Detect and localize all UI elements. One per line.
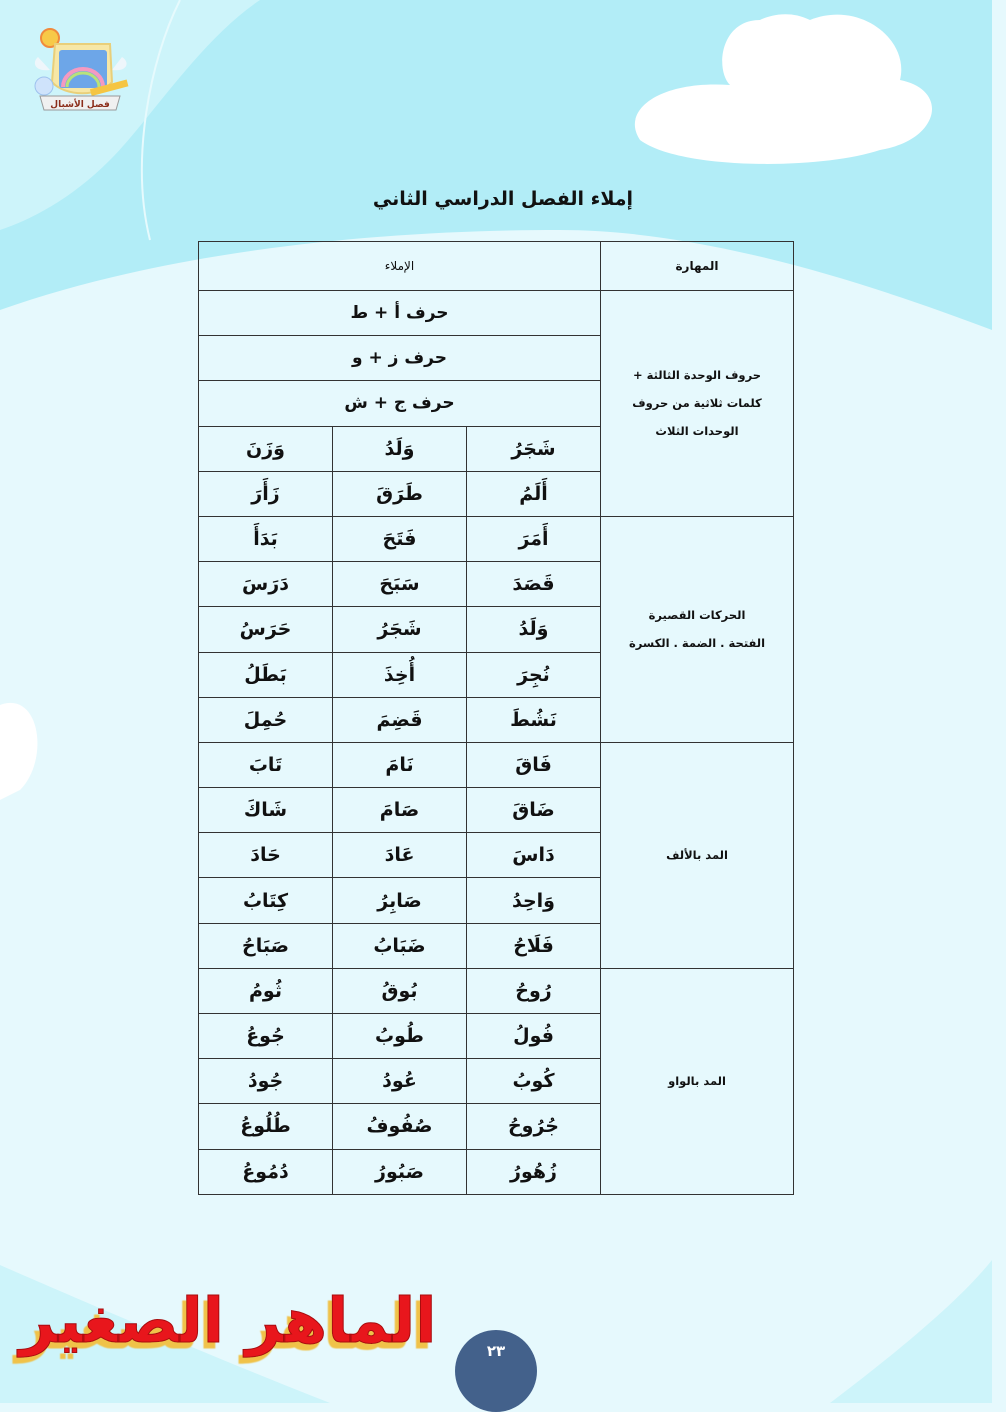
word-cell: شَجَرُ (467, 426, 601, 471)
skill-line: المد بالواو (668, 1074, 726, 1089)
skill-line: حروف الوحدة الثالثة + (632, 368, 762, 383)
header-skill: المهارة (601, 242, 794, 291)
word-cell: حَادَ (199, 833, 333, 878)
word-cell: سَبَحَ (333, 562, 467, 607)
letter-pair-cell: حرف أ + ط (199, 291, 601, 336)
word-cell: زُهُورُ (467, 1149, 601, 1194)
word-cell: فَاقَ (467, 742, 601, 787)
page-title: إملاء الفصل الدراسي الثاني (372, 188, 634, 210)
word-cell: حُمِلَ (199, 697, 333, 742)
letter-pair-cell: حرف ز + و (199, 336, 601, 381)
word-cell: شَاكَ (199, 788, 333, 833)
brand-logo (19, 1262, 437, 1382)
table-row (199, 291, 794, 336)
word-cell: صُفُوفُ (333, 1104, 467, 1149)
word-cell: جُودُ (199, 1059, 333, 1104)
word-cell: ثُومُ (199, 968, 333, 1013)
word-cell: دَاسَ (467, 833, 601, 878)
word-cell: ضَاقَ (467, 788, 601, 833)
word-cell: زَأَرَ (199, 471, 333, 516)
word-cell: نُجِرَ (467, 652, 601, 697)
skill-cell (601, 516, 794, 742)
skill-line: الحركات القصيرة (648, 608, 746, 623)
word-cell: شَجَرُ (333, 607, 467, 652)
skill-line: كلمات ثلاثية من حروف (632, 396, 762, 411)
word-cell: أَلَمُ (467, 471, 601, 516)
word-cell: حَرَسُ (199, 607, 333, 652)
word-cell: أُخِذَ (333, 652, 467, 697)
word-cell: بَدَأَ (199, 516, 333, 561)
skill-cell (601, 742, 794, 968)
word-cell: دَرَسَ (199, 562, 333, 607)
word-cell: رُوحُ (467, 968, 601, 1013)
table-row (199, 968, 794, 1013)
word-cell: طُوبُ (333, 1014, 467, 1059)
word-cell: أَمَرَ (467, 516, 601, 561)
word-cell: ضَبَابُ (333, 923, 467, 968)
word-cell: قَصَدَ (467, 562, 601, 607)
table-row (199, 742, 794, 787)
letter-pair-cell: حرف ج + ش (199, 381, 601, 426)
skill-line: الوحدات الثلاث (655, 424, 739, 439)
skill-line: المد بالألف (666, 848, 728, 863)
header-dictation: الإملاء (199, 242, 601, 291)
word-cell: بُوقُ (333, 968, 467, 1013)
word-cell: نَشُطَ (467, 697, 601, 742)
word-cell: صَبَاحُ (199, 923, 333, 968)
word-cell: صَابِرُ (333, 878, 467, 923)
page-number-badge (455, 1330, 537, 1412)
word-cell: فَتَحَ (333, 516, 467, 561)
word-cell: جُرُوحُ (467, 1104, 601, 1149)
word-cell: طُلُوعُ (199, 1104, 333, 1149)
skill-cell (601, 968, 794, 1194)
header-row (199, 242, 794, 291)
word-cell: وَلَدُ (333, 426, 467, 471)
word-cell: عَادَ (333, 833, 467, 878)
table-row (199, 516, 794, 561)
skill-line: الفتحة . الضمة . الكسرة (628, 636, 766, 651)
word-cell: صَبُورُ (333, 1149, 467, 1194)
brand-text: الماهر الصغير (19, 1284, 437, 1357)
site-logo (30, 22, 135, 117)
dictation-table (198, 241, 794, 1195)
word-cell: نَامَ (333, 742, 467, 787)
word-cell: قَضِمَ (333, 697, 467, 742)
word-cell: بَطَلُ (199, 652, 333, 697)
word-cell: طَرَقَ (333, 471, 467, 516)
word-cell: تَابَ (199, 742, 333, 787)
word-cell: وَزَنَ (199, 426, 333, 471)
word-cell: وَاحِدُ (467, 878, 601, 923)
word-cell: وَلَدُ (467, 607, 601, 652)
word-cell: كُوبُ (467, 1059, 601, 1104)
word-cell: دُمُوعُ (199, 1149, 333, 1194)
word-cell: كِتَابُ (199, 878, 333, 923)
word-cell: فُولُ (467, 1014, 601, 1059)
logo-text: فصل الأشبال (50, 100, 110, 110)
word-cell: جُوعُ (199, 1014, 333, 1059)
word-cell: عُودُ (333, 1059, 467, 1104)
word-cell: فَلَاحُ (467, 923, 601, 968)
skill-cell (601, 291, 794, 517)
word-cell: صَامَ (333, 788, 467, 833)
page-number: ٢٣ (486, 1342, 506, 1360)
